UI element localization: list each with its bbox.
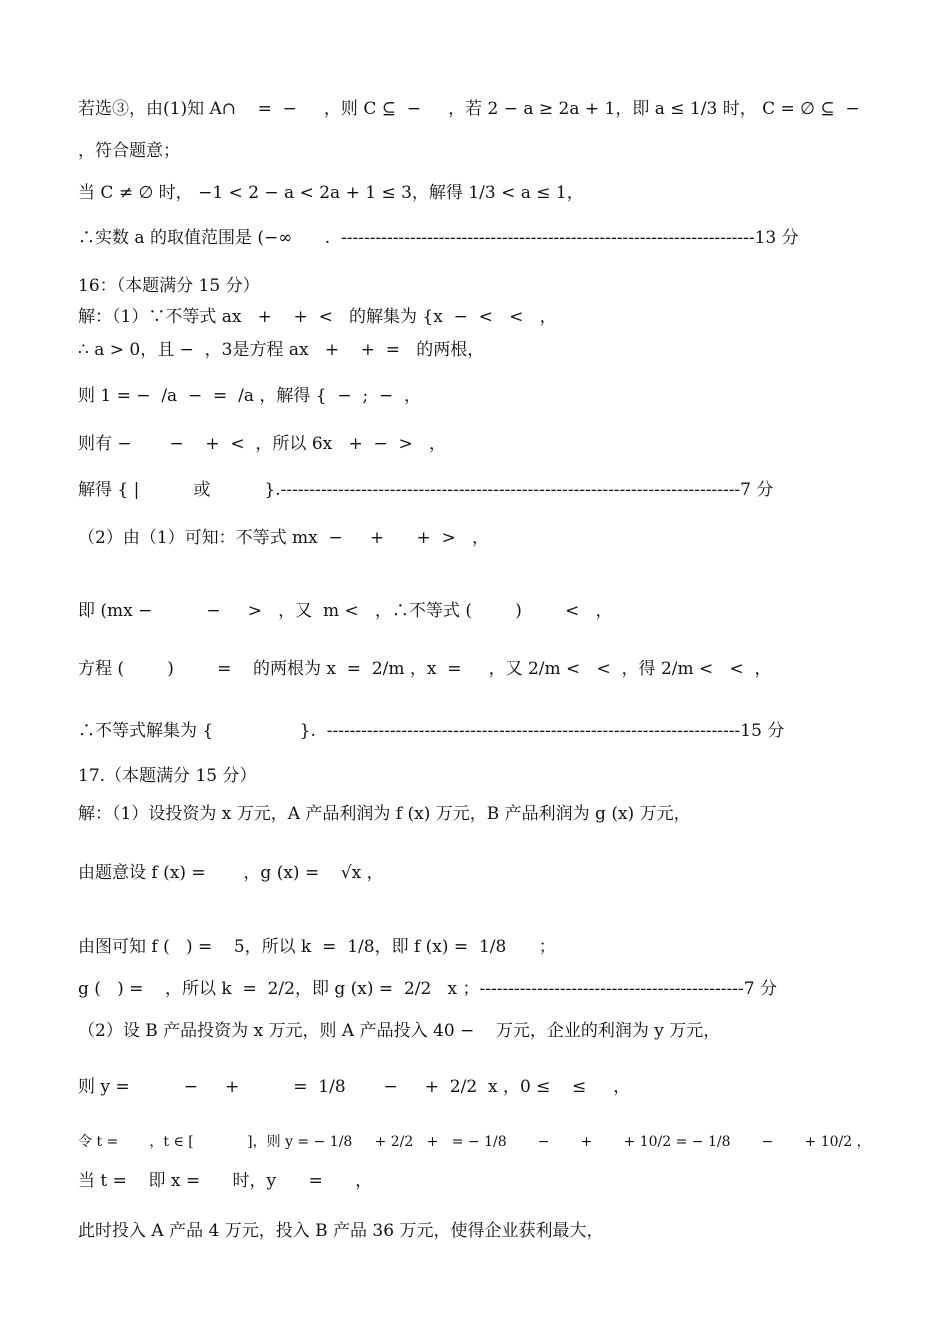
text-line: 即 (mx − − > ，又 m < ，∴不等式 ( ) < ， [78, 601, 613, 621]
score-line: 解得 { | 或 }.--------------------------------------------------------------------------------7 分 [78, 480, 774, 500]
text-line: 令 t = ，t ∈ [ ]，则 y = − 1/8 + 2/2 + = − 1/8 − + + 10/2 = − 1/8 − + 10/2 ， [78, 1134, 871, 1150]
text-line: （2）由（1）可知：不等式 mx − + + > ， [78, 528, 489, 548]
text-line: ∴ a > 0，且 − ，3是方程 ax + + = 的两根， [78, 340, 485, 360]
text-line: 由题意设 f (x) = ，g (x) = √x ， [78, 863, 384, 883]
text-line: 由图可知 f ( ) = 5，所以 k = 1/8，即 f (x) = 1/8 ； [78, 937, 556, 957]
text-line: 当 t = 即 x = 时，y = ， [78, 1171, 373, 1191]
text-line: 则 y = − + = 1/8 − + 2/2 x ，0 ≤ ≤ ， [78, 1077, 631, 1097]
text-line: 则 1 = − /a − = /a ，解得 { − ; − ， [78, 386, 422, 406]
text-line: 解：（1）设投资为 x 万元，A 产品利润为 f (x) 万元，B 产品利润为 g (x) 万元， [78, 804, 691, 824]
question-heading: 17.（本题满分 15 分） [78, 766, 257, 786]
question-heading: 16：（本题满分 15 分） [78, 276, 260, 296]
score-line: ∴不等式解集为 { }. ------------------------------------------------------------------------15 分 [78, 721, 785, 741]
text-line: 方程 ( ) = 的两根为 x = 2/m ，x = ，又 2/m < < ，得 2/m < < ， [78, 659, 772, 679]
score-line: ∴实数 a 的取值范围是 (−∞ . ------------------------------------------------------------------------13 分 [78, 228, 799, 248]
text-line: （2）设 B 产品投资为 x 万元，则 A 产品投入 40 − 万元，企业的利润为 y 万元， [78, 1021, 721, 1041]
text-line: 当 C ≠ ∅ 时， −1 < 2 − a < 2a + 1 ≤ 3，解得 1/3 < a ≤ 1， [78, 183, 584, 203]
text-line: 若选③，由(1)知 A∩ = − ，则 C ⊆ − ，若 2 − a ≥ 2a + 1，即 a ≤ 1/3 时， C = ∅ ⊆ − [78, 99, 860, 119]
score-line: g ( ) = ，所以 k = 2/2，即 g (x) = 2/2 x ；----------------------------------------------7 分 [78, 979, 777, 999]
text-line: ，符合题意； [78, 141, 180, 161]
text-line: 则有 − − + < ，所以 6x + − > ， [78, 434, 447, 454]
text-line: 此时投入 A 产品 4 万元，投入 B 产品 36 万元，使得企业获利最大， [78, 1221, 604, 1241]
text-line: 解：（1）∵不等式 ax + + < 的解集为 {x − < < ， [78, 307, 557, 327]
